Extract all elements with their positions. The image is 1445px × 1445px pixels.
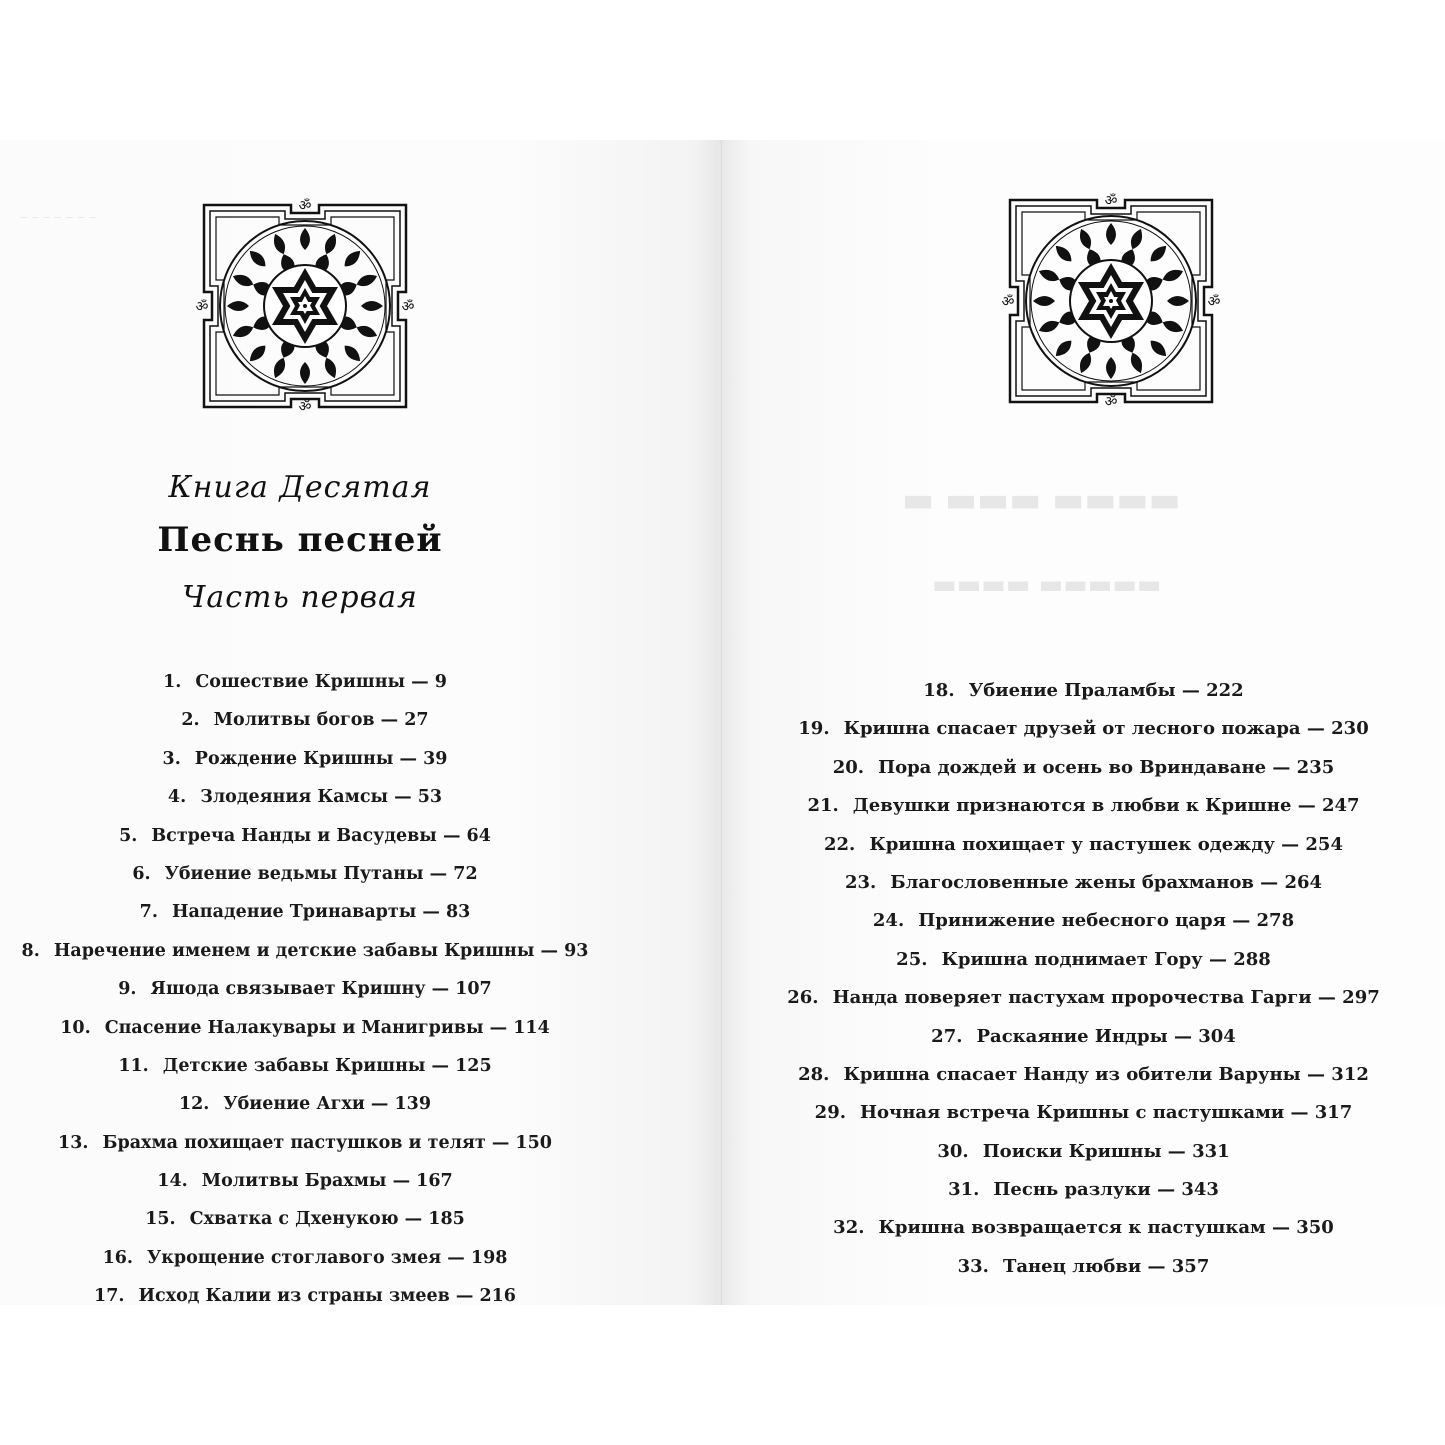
toc-entry [722,1056,1445,1094]
sri-yantra-icon [1002,192,1220,410]
chapter-page-number: 312 [1331,1063,1369,1085]
chapter-page-number: 150 [515,1132,552,1153]
toc-entry [0,1239,610,1277]
dash-separator: — [404,1209,429,1230]
dash-separator: — [1208,948,1234,970]
om-symbol-icon: ॐ [196,299,209,315]
toc-entry [0,1200,610,1238]
chapter-title: Поиски Кришны [982,1140,1162,1162]
dash-separator: — [1181,680,1207,701]
book-spread [0,140,1445,1305]
chapter-title: Кришна похищает у пастушек одежду [869,833,1275,855]
dash-separator: — [1317,987,1343,1009]
dash-separator: — [1157,1179,1182,1201]
dash-separator: — [489,1017,514,1038]
chapter-number: 1. [163,672,182,692]
toc-entry [0,663,610,701]
chapter-number: 5. [119,825,138,846]
bleed-through-text: ▬▬▬▬ ▬▬▬▬▬ [932,570,1162,600]
chapter-number: 7. [139,902,158,923]
chapter-page-number: 198 [470,1247,508,1268]
chapter-number: 14. [157,1171,188,1192]
toc-entry [0,778,610,816]
chapter-number: 28. [798,1063,830,1085]
toc-entry [0,932,610,970]
chapter-title: Наречение именем и детские забавы Кришны [53,940,535,961]
chapter-title: Молитвы богов [213,710,375,731]
toc-entry [722,826,1445,864]
dash-separator: — [1307,1063,1332,1085]
chapter-number: 10. [60,1017,91,1038]
toc-entry [722,1209,1445,1247]
dash-separator: — [455,1286,480,1305]
chapter-title: Брахма похищает пастушков и телят [102,1132,486,1153]
chapter-title: Убиение Праламбы [968,680,1176,701]
chapter-page-number: 53 [417,787,443,808]
chapter-title: Нападение Тринаварты [171,902,417,923]
dash-separator: — [1260,871,1285,893]
chapter-page-number: 357 [1171,1255,1210,1277]
chapter-title: Принижение небесного царя [918,910,1226,932]
dash-separator: — [431,1055,456,1076]
chapter-page-number: 216 [479,1286,516,1305]
om-symbol-icon: ॐ [298,399,312,415]
dash-separator: — [1167,1140,1193,1162]
chapter-page-number: 9 [434,672,447,692]
chapter-page-number: 235 [1296,756,1335,778]
chapter-number: 16. [102,1247,134,1268]
chapter-number: 31. [948,1179,980,1201]
chapter-page-number: 288 [1233,948,1271,970]
toc-entry [0,1162,610,1200]
toc-entry [0,1047,610,1085]
chapter-page-number: 107 [455,979,492,1000]
chapter-page-number: 185 [428,1209,465,1230]
dash-separator: — [1271,1217,1297,1239]
chapter-number: 15. [145,1209,176,1230]
dash-separator: — [1147,1255,1172,1277]
chapter-number: 6. [132,863,151,884]
chapter-title: Рождение Кришны [194,748,394,769]
toc-entry [0,1277,610,1305]
chapter-page-number: 93 [564,940,589,961]
chapter-title: Убиение Агхи [223,1094,365,1115]
chapter-title: Кришна спасает Нанду из обители Варуны [843,1063,1301,1085]
chapter-number: 20. [832,756,865,778]
chapter-number: 24. [872,910,905,932]
chapter-number: 19. [798,718,830,740]
chapter-page-number: 297 [1342,987,1380,1009]
chapter-title: Кришна спасает друзей от лесного пожара [843,718,1301,740]
toc-entry [0,970,610,1008]
om-symbol-icon: ॐ [401,299,414,315]
om-symbol-icon: ॐ [1207,294,1220,310]
dash-separator: — [1272,756,1297,778]
dash-separator: — [1173,1025,1199,1047]
chapter-number: 12. [178,1094,210,1115]
chapter-title: Детские забавы Кришны [162,1055,426,1076]
chapter-page-number: 222 [1206,680,1244,701]
chapter-number: 29. [814,1102,846,1124]
bleed-through-text: ▬ ▬▬▬ ▬▬▬▬ [902,480,1181,520]
dash-separator: — [442,825,467,846]
chapter-number: 27. [931,1025,963,1047]
toc-entry [0,1085,610,1123]
chapter-number: 33. [957,1255,989,1277]
toc-entry [722,1171,1445,1209]
dash-separator: — [429,863,454,884]
chapter-number: 2. [181,710,200,731]
chapter-number: 11. [118,1055,149,1076]
om-symbol-icon: ॐ [1104,193,1118,209]
chapter-page-number: 72 [453,863,478,884]
chapter-page-number: 247 [1321,795,1360,817]
chapter-title: Злодеяния Камсы [200,787,389,808]
book-label: Книга Десятая [168,470,432,505]
chapter-title: Молитвы Брахмы [201,1171,387,1192]
chapter-number: 30. [937,1140,969,1162]
dash-separator: — [431,979,456,1000]
dash-separator: — [540,940,565,961]
chapter-title: Песнь разлуки [993,1179,1151,1201]
chapter-page-number: 343 [1181,1179,1219,1201]
chapter-number: 9. [118,979,137,1000]
chapter-title: Убиение ведьмы Путаны [164,863,424,884]
toc-entry [722,1094,1445,1132]
toc-entry [722,749,1445,787]
sri-yantra-icon [196,197,414,415]
dash-separator: — [392,1171,417,1192]
chapter-page-number: 254 [1305,833,1343,855]
toc-entry [722,1133,1445,1171]
chapter-title: Сошествие Кришны [195,672,406,692]
toc-entry [722,864,1445,902]
chapter-number: 18. [923,680,955,701]
song-title: Песнь песней [157,520,443,560]
chapter-number: 13. [58,1132,89,1153]
toc-entry [722,1018,1445,1056]
chapter-page-number: 64 [466,825,491,846]
right-page [722,140,1445,1305]
chapter-page-number: 114 [513,1017,550,1038]
bleed-through-text: ‒ ‒ ‒ ‒ ‒ ‒ ‒ [20,210,97,224]
dash-separator: — [1306,718,1332,740]
chapter-page-number: 167 [416,1171,453,1192]
chapter-page-number: 83 [445,902,471,923]
dash-separator: — [370,1094,395,1115]
chapter-number: 17. [94,1286,125,1305]
chapter-number: 21. [807,795,839,817]
toc-entry [0,1009,610,1047]
chapter-title: Укрощение стоглавого змея [147,1247,442,1268]
left-page [0,140,722,1305]
part-label: Часть первая [182,580,418,615]
chapter-number: 25. [896,948,928,970]
chapter-page-number: 39 [423,748,448,769]
toc-entry [0,701,610,739]
dash-separator: — [1290,1102,1315,1124]
dash-separator: — [399,748,424,769]
chapter-number: 8. [21,940,40,961]
chapter-page-number: 350 [1296,1217,1334,1239]
chapter-title: Ночная встреча Кришны с пастушками [860,1102,1285,1124]
dash-separator: — [1281,833,1306,855]
toc-entry [722,941,1445,979]
chapter-title: Встреча Нанды и Васудевы [151,825,437,846]
chapter-page-number: 125 [455,1055,492,1076]
chapter-page-number: 278 [1256,910,1295,932]
dash-separator: — [1297,795,1322,817]
chapter-title: Нанда поверяет пастухам пророчества Гарги [832,987,1312,1009]
chapter-page-number: 304 [1198,1025,1236,1047]
toc-entry [722,902,1445,940]
toc-entry [0,855,610,893]
om-symbol-icon: ॐ [1104,394,1118,410]
chapter-number: 26. [787,987,819,1009]
chapter-title: Благословенные жены брахманов [890,871,1254,893]
table-of-contents-right [722,672,1445,1286]
toc-entry [0,893,610,931]
chapter-page-number: 27 [404,710,429,731]
chapter-title: Исход Калии из страны змеев [138,1286,450,1305]
dash-separator: — [422,902,446,923]
chapter-page-number: 317 [1314,1102,1353,1124]
toc-entry [722,672,1445,710]
chapter-title: Кришна поднимает Гору [941,948,1203,970]
chapter-page-number: 331 [1192,1140,1230,1162]
table-of-contents-left [0,663,610,1305]
dash-separator: — [447,1247,471,1268]
chapter-number: 32. [833,1217,865,1239]
chapter-number: 22. [824,833,856,855]
om-symbol-icon: ॐ [298,198,312,214]
chapter-page-number: 264 [1284,871,1323,893]
chapter-page-number: 139 [394,1094,432,1115]
chapter-title: Спасение Налакувары и Манигривы [104,1017,484,1038]
dash-separator: — [491,1132,516,1153]
dash-separator: — [394,787,418,808]
chapter-title: Девушки признаются в любви к Кришне [852,795,1292,817]
chapter-title: Танец любви [1002,1255,1142,1277]
toc-entry [722,787,1445,825]
dash-separator: — [380,710,405,731]
chapter-title: Яшода связывает Кришну [150,979,426,1000]
dash-separator: — [1232,910,1257,932]
toc-entry [0,817,610,855]
toc-entry [722,1248,1445,1286]
chapter-title: Пора дождей и осень во Вриндаване [878,756,1267,778]
chapter-number: 23. [844,871,877,893]
chapter-title: Кришна возвращается к пастушкам [878,1217,1266,1239]
chapter-number: 4. [167,787,187,808]
toc-entry [0,1124,610,1162]
toc-entry [722,710,1445,748]
chapter-page-number: 230 [1331,718,1369,740]
dash-separator: — [411,672,435,692]
toc-entry [722,979,1445,1017]
toc-entry [0,740,610,778]
chapter-title: Схватка с Дхенукою [189,1209,399,1230]
om-symbol-icon: ॐ [1002,294,1015,310]
chapter-title: Раскаяние Индры [976,1025,1168,1047]
chapter-number: 3. [162,748,181,769]
